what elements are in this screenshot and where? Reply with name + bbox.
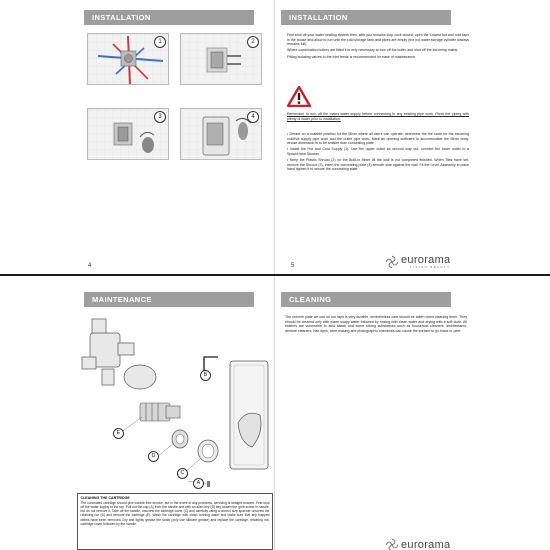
- cartridge-title: CLEANING THE CARTRIDGE: [80, 495, 130, 500]
- step-number: 4: [247, 111, 259, 123]
- intro-paragraph: Fitting isolating valves to the inlet feeds is recommended for ease of maintenance.: [287, 54, 416, 59]
- part-label-c: C: [177, 468, 188, 479]
- page-5: [275, 0, 550, 275]
- section-title-cleaning: CLEANING: [281, 292, 451, 307]
- brand-name: eurorama: [401, 539, 451, 550]
- page-7: [275, 275, 550, 550]
- brand-logo: [385, 538, 450, 550]
- warning-text: Remember to turn off the mains water supply before connecting to any existing pipe work. Flush the piping with plenty of water prior to installation.: [287, 112, 469, 121]
- step-number: 1: [154, 36, 166, 48]
- logo-mark-icon: [385, 255, 399, 269]
- install-step-1: [87, 33, 169, 85]
- part-label-d: D: [148, 451, 159, 462]
- cartridge-text: The concealed cartridge should give trouble free service, but in the event of any problems, servicing is straight forward. First shut off the water supply to the tap. Pull out the cap (A) from the handle and with an allen key (B) key loosen the grub screw in handle, but do not remove it. Take off the handle, unscrew the cartridge cover (C) and carefully using a correct size spanner unscrew the retaining nut (D) and remove the cartridge (E). Wash the cartridge with clean running water and make sure that any trapped debris have been removed. Dry and lightly grease the seals (only use silicone grease) and replace the cartridge, retaining nut, cartridge cover followed by the handle.: [80, 500, 270, 526]
- intro-paragraph: First shut off your water heating system then, with you remains stop cock closed, open the Lowest hot and cold taps in the house and allow to run until the cold storage tank and pipes are empty (the hot water storage cylinder airways remains full).: [287, 33, 469, 47]
- cleaning-text: The chrome plate we use on our taps is very durable, nevertheless care should be taken when cleaning them. They should be cleaned only with warm soapy water followed by rinsing with clean water and drying with a soft cloth. All finishes are vulnerable to acid attack and some strong substances such as household cleaners, disinfectants, denture cleaners, hair dyes, wine making and photographic chemicals can cause the surface to go black or peel.: [285, 315, 467, 333]
- page-4: [0, 0, 275, 275]
- install-step-2: [180, 33, 262, 85]
- exploded-parts-diagram: [80, 313, 270, 491]
- section-title-maintenance: MAINTENANCE: [84, 292, 254, 307]
- spread-divider: [0, 274, 550, 276]
- part-label-e: E: [113, 428, 124, 439]
- brand-name: eurorama: [401, 254, 451, 266]
- intro-paragraph: Where combination boilers are fitted it is only necessary to turn off the boiler and shut off the incoming mains.: [287, 48, 459, 53]
- intro-text: [287, 33, 469, 61]
- page-6: [0, 275, 275, 550]
- install-step-3: [87, 108, 169, 160]
- page-number: 5: [291, 263, 295, 269]
- instructions: [287, 132, 469, 174]
- warning-icon: [287, 86, 311, 107]
- step-number: 3: [154, 111, 166, 123]
- install-step-4: [180, 108, 262, 160]
- instruction-item: • Keep the Plastic Shroud (2) on the Built-in Mixer till the wall is not completed finished. When Tiles have set, remove the Shroud (3), insert the concealing plate (4) smooth side against the wall. Fit the Lever Assembly in place hand tighten it to secure the concealing plate.: [287, 158, 469, 172]
- step-number: 2: [247, 36, 259, 48]
- instruction-item: • Decide on a suitable position for the Mixer where all users can operate, determine the the route for the incoming cold/hot supply pipe work and the outlet pipe work. Mark an opening sufficient to accommodate the Mixer body, whose dimension is to be smaller than concealing plate: [287, 132, 469, 146]
- brand-logo: [385, 255, 450, 269]
- page-number: 4: [88, 263, 92, 269]
- section-title-installation: INSTALLATION: [281, 10, 451, 25]
- logo-mark-icon: [385, 538, 399, 550]
- part-label-b: B: [200, 370, 211, 381]
- section-title-installation: INSTALLATION: [84, 10, 254, 25]
- part-label-a: A: [193, 478, 204, 489]
- cleaning-cartridge-box: [77, 493, 273, 550]
- brand-tagline: LIVING BEAUTY: [410, 266, 451, 269]
- instruction-item: • Install the Hot and Cold Supply (1). Use the upper outlet as second way out, connect the lower outlet to a Spout/Hand Shower.: [287, 147, 469, 156]
